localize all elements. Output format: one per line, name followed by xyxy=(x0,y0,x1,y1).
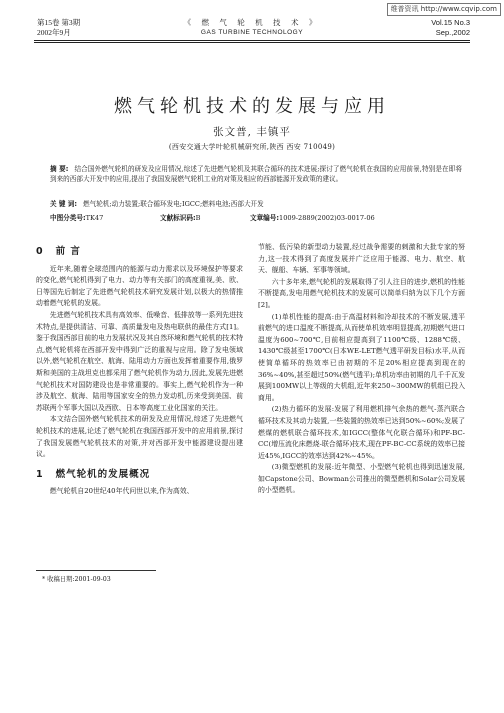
journal-title-en: GAS TURBINE TECHNOLOGY xyxy=(200,29,304,36)
paragraph: 节能、低污染的新型动力装置,经过战争需要的刺激和大批专家的努力,这一技术得到了高度发展并广泛应用于能源、电力、航空、航天、舰船、车辆、军事等领域。 xyxy=(258,243,465,275)
paragraph: 六十多年来,燃气轮机的发展取得了引人注目的进步,燃机的性能不断提高,发电用燃气轮机技术的发展可以简单归纳为以下几个方面[2]。 xyxy=(258,277,465,309)
paragraph: (3)微型燃机的发展:近年微型、小型燃气轮机也得到迅速发展,如Capstone公司、Bowman公司推出的微型燃机和Solar公司发展的小型燃机。 xyxy=(258,463,465,495)
journal-title-cn: 《 燃 气 轮 机 技 术 》 xyxy=(183,18,321,27)
footnote-rule xyxy=(36,570,156,571)
section-1-number: 1 xyxy=(36,468,44,480)
header-rule-double xyxy=(34,42,470,43)
abstract-text: 结合国外燃气轮机的研发及应用情况,综述了先进燃气轮机及其联合循环的技术进展;探讨了燃气轮机在我国的应用前景,特别是在即将到来的西部大开发中的应用,提出了我国发展燃气轮机工业的对策及相应的西部能源开发政策的建议。 xyxy=(50,165,462,184)
paragraph: 本文结合国外燃气轮机技术的研发及应用情况,综述了先进燃气轮机技术的进展,论述了燃气轮机在我国西部开发中的应用前景,探讨了我国发展燃气轮机技术的对策,并对西部开发中能源建设提出建议。 xyxy=(36,415,243,459)
journal-volume: 第15卷 第3期 xyxy=(37,18,81,27)
keywords-label: 关 键 词: xyxy=(50,200,78,208)
article-id-value: 1009-2889(2002)03-0017-06 xyxy=(279,214,375,222)
right-column xyxy=(258,242,465,497)
header-rule xyxy=(34,40,470,41)
keywords-text: 燃气轮机;动力装置;联合循环发电;IGCC;燃料电池;西部大开发 xyxy=(83,200,264,208)
clc-label: 中图分类号: xyxy=(50,214,86,222)
journal-volume-en xyxy=(431,18,470,38)
article-id-label: 文章编号: xyxy=(250,214,280,222)
paragraph: 先进燃气轮机技术具有高效率、低噪音、低排放等一系列先进技术特点,是提供清洁、可靠、高质量发电及热电联供的最佳方式[1]。鉴于我国西部目前的电力发展状况及其自然环境和燃气轮机的技术特点,燃气轮机将在西部开发中得到广泛的重视与应用。除了发电领域以外,燃气轮机在航空、航海、陆用动力方面也发挥着重要作用,俄罗斯和美国的主战坦克也都采用了燃气轮机作为动力,因此,发展先进燃气轮机技术对国防建设也是非常重要的。事实上,燃气轮机作为一种涉及航空、航海、陆用等国家安全的热力发动机,历来受到美国、前苏联两个军事大国以及西欧、日本等高度工业化国家的关注。 xyxy=(36,310,243,412)
paragraph: (1)单机性能的提高:由于高温材料和冷却技术的不断发展,透平前燃气的进口温度不断提高,从而使单机效率明显提高,初期燃气进口温度为600~700℃,目前相应提高到了1100℃级、1288℃级、1430℃级甚至1700℃(日本WE-LET燃气透平研发目标)水平,从而使简单循环的热效率已由初期的不足20%相应提高到现在的36%~40%,甚至超过50%(燃气透平);单机功率由初期的几千千瓦发展到100MW以上等级的大机组,近年来250~300MW的机组已投入商用。 xyxy=(258,312,465,402)
abstract-label: 摘 要: xyxy=(50,165,69,173)
journal-vol-no: Vol.15 No.3 xyxy=(431,18,470,27)
paragraph: 燃气轮机自20世纪40年代问世以来,作为高效、 xyxy=(49,487,194,496)
journal-date: 2002年9月 xyxy=(37,28,71,37)
article-authors: 张文普, 丰镇平 xyxy=(213,126,291,138)
paragraph: (2)热力循环的发展:发展了利用燃机排气余热的燃气-蒸汽联合循环技术及其动力装置,一些装置的热效率已达到50%~60%;发展了燃煤的燃机联合循环技术,如IGCC(整体气化联合循环)和PF-BC-CC(增压流化床燃烧-联合循环)技术,现在PF-BC-CC系统的效率已接近45%,IGCC的效率达到42%~45%。 xyxy=(258,405,465,460)
doc-code-value: B xyxy=(195,214,201,222)
article-affiliation: (西安交通大学叶轮机械研究所,陕西 西安 710049) xyxy=(168,143,336,151)
classification-line xyxy=(50,213,462,223)
abstract xyxy=(50,164,462,185)
doc-code-label: 文献标识码: xyxy=(160,214,196,222)
section-0-title: 前 言 xyxy=(55,246,81,257)
paragraph: 近年来,随着全球范围内的能源与动力需求以及环境保护等要求的变化,燃气轮机得到了电力、动力等有关部门的高度重视,美、欧、日等国先后制定了先进燃气轮机技术研究发展计划,以极大的热情推动着燃气轮机的发展。 xyxy=(36,264,243,308)
article-title: 燃气轮机技术的发展与应用 xyxy=(114,96,390,117)
journal-title xyxy=(0,18,504,38)
section-0-number: 0 xyxy=(36,246,44,257)
section-0-heading xyxy=(36,246,243,258)
section-1-title: 燃气轮机的发展概况 xyxy=(55,468,151,480)
keywords xyxy=(50,199,462,209)
watermark: 维普资讯 http://www.cqvip.com xyxy=(387,3,501,16)
received-date-footnote: * 收稿日期:2001-09-03 xyxy=(42,576,111,583)
section-1-heading xyxy=(36,469,243,481)
clc-value: TK47 xyxy=(85,214,104,222)
journal-date-en: Sep.,2002 xyxy=(435,28,470,37)
left-column xyxy=(36,242,243,498)
